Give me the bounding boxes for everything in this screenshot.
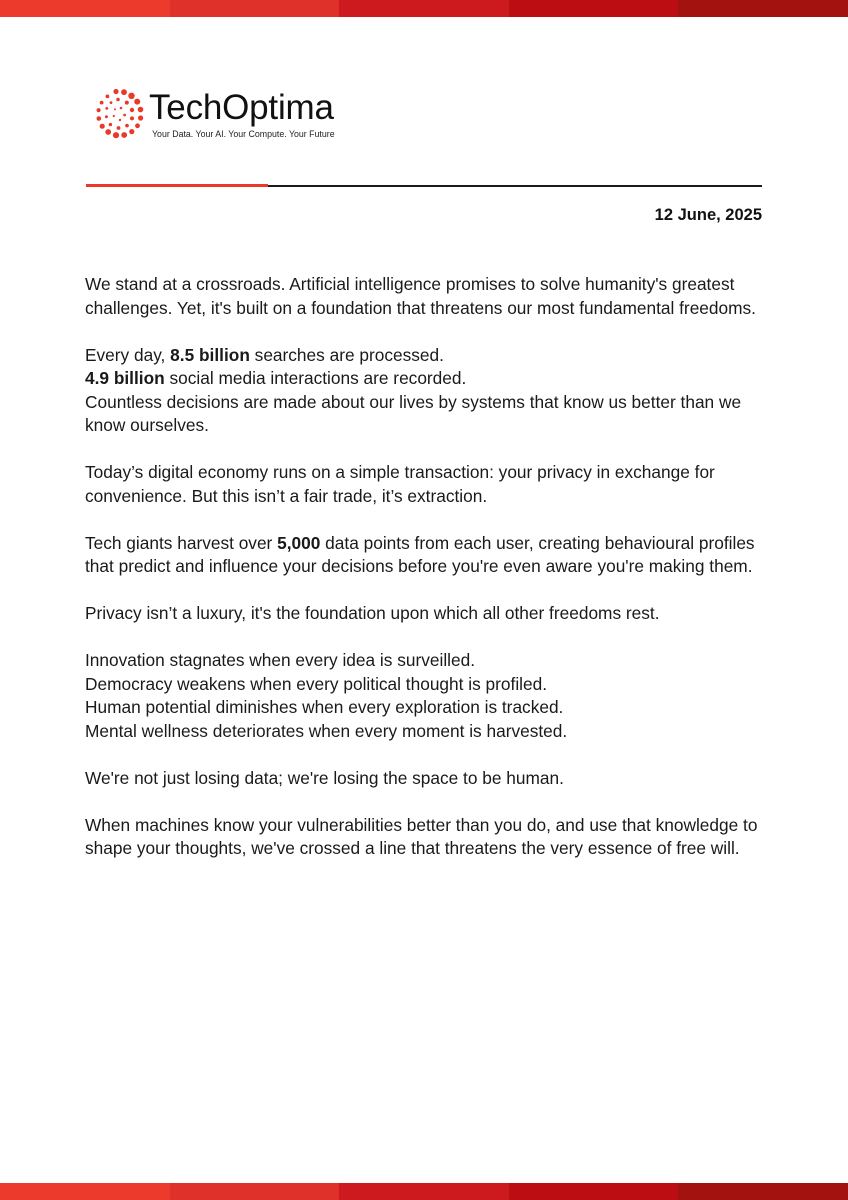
consequence-line: Mental wellness deteriorates when every moment is harvested. xyxy=(85,720,568,741)
accent-rule xyxy=(86,184,268,187)
paragraph-harvest xyxy=(85,532,775,579)
band-segment xyxy=(0,0,170,17)
brand-tagline: Your Data. Your AI. Your Compute. Your Future xyxy=(152,129,335,139)
band-segment xyxy=(170,1183,340,1200)
stats-line-1-text: searches are processed. xyxy=(249,344,444,365)
band-segment xyxy=(170,0,340,17)
band-segment xyxy=(509,0,679,17)
harvest-text: data points from each user, creating behavioural profiles that predict and influence your decisions before you're even aware you're making them. xyxy=(85,532,755,576)
paragraph-privacy: Privacy isn’t a luxury, it's the foundation upon which all other freedoms rest. xyxy=(85,603,660,623)
company-logo xyxy=(94,88,354,148)
letter-body xyxy=(85,273,775,884)
harvest-text: Tech giants harvest over xyxy=(85,532,278,553)
band-segment xyxy=(678,0,848,17)
paragraph-stats xyxy=(85,344,775,438)
dotted-circle-logo-icon xyxy=(94,88,146,140)
consequence-line: Human potential diminishes when every exploration is tracked. xyxy=(85,697,564,717)
stat-interactions: 4.9 billion xyxy=(85,368,165,388)
consequence-line: Innovation stagnates when every idea is surveilled. xyxy=(85,650,476,670)
paragraph-consequences xyxy=(85,649,775,743)
stats-line-2-text: social media interactions are recorded. xyxy=(164,368,467,388)
band-segment xyxy=(678,1183,848,1200)
stats-line-1-text: Every day, xyxy=(85,344,171,365)
stat-data-points: 5,000 xyxy=(277,532,321,553)
band-segment xyxy=(509,1183,679,1200)
stat-searches: 8.5 billion xyxy=(170,344,250,365)
consequence-line: Democracy weakens when every political thought is profiled. xyxy=(85,673,548,694)
stats-line-3-text: Countless decisions are made about our lives by systems that know us better than we know ourselves. xyxy=(85,391,742,435)
letter-date: 12 June, 2025 xyxy=(654,206,762,224)
band-segment xyxy=(0,1183,170,1200)
paragraph-free-will: When machines know your vulnerabilities better than you do, and use that knowledge to shape your thoughts, we've crossed a line that threatens the very essence of free will. xyxy=(85,814,758,858)
top-color-band xyxy=(0,0,848,17)
paragraph-intro: We stand at a crossroads. Artificial intelligence promises to solve humanity's greatest challenges. Yet, it's built on a foundation that threatens our most fundamental freedoms. xyxy=(85,274,756,318)
brand-name: TechOptima xyxy=(149,88,334,127)
divider-rule xyxy=(268,185,762,187)
paragraph-human: We're not just losing data; we're losing the space to be human. xyxy=(85,767,564,788)
bottom-color-band xyxy=(0,1183,848,1200)
paragraph-economy: Today’s digital economy runs on a simple transaction: your privacy in exchange for convenience. But this isn’t a fair trade, it’s extraction. xyxy=(85,462,715,506)
band-segment xyxy=(339,1183,509,1200)
band-segment xyxy=(339,0,509,17)
